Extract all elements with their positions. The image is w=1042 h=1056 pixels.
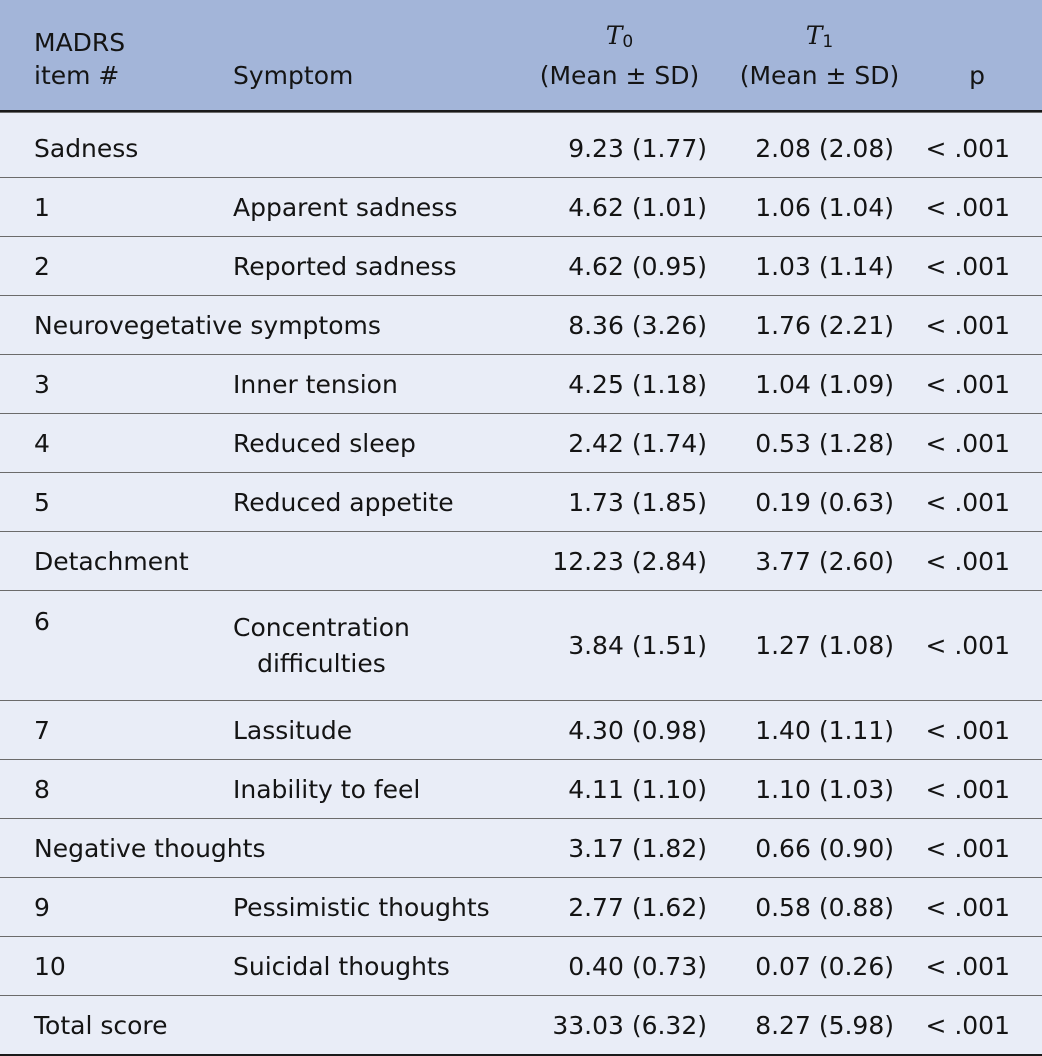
cell-t0: 4.11 (1.10) (512, 760, 727, 819)
cell-p: < .001 (912, 878, 1042, 937)
table-row (0, 355, 1042, 414)
symptom-line1: Concentration (233, 612, 410, 642)
cell-symptom: Inability to feel (199, 760, 512, 819)
cell-p: < .001 (912, 473, 1042, 532)
group-label: Detachment (0, 532, 512, 591)
group-label: Sadness (0, 119, 512, 178)
table-row (0, 178, 1042, 237)
table-row (0, 296, 1042, 355)
cell-t1: 1.03 (1.14) (727, 237, 912, 296)
header-item-number (0, 0, 199, 111)
header-item-line2: item # (34, 61, 120, 90)
cell-p: < .001 (912, 591, 1042, 701)
cell-t1: 0.19 (0.63) (727, 473, 912, 532)
cell-p: < .001 (912, 819, 1042, 878)
cell-symptom: Reduced sleep (199, 414, 512, 473)
cell-item: 1 (0, 178, 199, 237)
cell-p: < .001 (912, 119, 1042, 178)
table-row (0, 532, 1042, 591)
cell-symptom: Apparent sadness (199, 178, 512, 237)
table-row (0, 996, 1042, 1056)
cell-t0: 12.23 (2.84) (512, 532, 727, 591)
cell-t0: 4.25 (1.18) (512, 355, 727, 414)
cell-t1: 8.27 (5.98) (727, 996, 912, 1056)
cell-t1: 0.07 (0.26) (727, 937, 912, 996)
cell-item: 6 (0, 591, 199, 701)
cell-item: 7 (0, 701, 199, 760)
cell-p: < .001 (912, 178, 1042, 237)
cell-t1: 3.77 (2.60) (727, 532, 912, 591)
symptom-line2: difficulties (257, 648, 386, 678)
cell-symptom: Pessimistic thoughts (199, 878, 512, 937)
header-t1 (727, 0, 912, 111)
table-row (0, 878, 1042, 937)
group-label: Neurovegetative symptoms (0, 296, 512, 355)
table-row (0, 473, 1042, 532)
cell-t1: 1.40 (1.11) (727, 701, 912, 760)
table-row (0, 414, 1042, 473)
table-row (0, 237, 1042, 296)
cell-t1: 1.76 (2.21) (727, 296, 912, 355)
cell-t1: 1.04 (1.09) (727, 355, 912, 414)
cell-symptom: Reported sadness (199, 237, 512, 296)
table-row (0, 819, 1042, 878)
cell-symptom: Reduced appetite (199, 473, 512, 532)
cell-p: < .001 (912, 760, 1042, 819)
header-t0-stat: (Mean ± SD) (539, 61, 700, 90)
cell-t0: 1.73 (1.85) (512, 473, 727, 532)
cell-symptom: Suicidal thoughts (199, 937, 512, 996)
cell-p: < .001 (912, 355, 1042, 414)
cell-t0: 33.03 (6.32) (512, 996, 727, 1056)
cell-t0: 8.36 (3.26) (512, 296, 727, 355)
cell-t1: 0.53 (1.28) (727, 414, 912, 473)
cell-item: 9 (0, 878, 199, 937)
cell-t0: 3.84 (1.51) (512, 591, 727, 701)
table-row (0, 937, 1042, 996)
cell-symptom: Lassitude (199, 701, 512, 760)
cell-p: < .001 (912, 237, 1042, 296)
cell-p: < .001 (912, 701, 1042, 760)
cell-t0: 4.62 (0.95) (512, 237, 727, 296)
cell-item: 8 (0, 760, 199, 819)
cell-item: 2 (0, 237, 199, 296)
header-symptom: Symptom (233, 61, 354, 90)
cell-t1: 0.58 (0.88) (727, 878, 912, 937)
header-t1-stat: (Mean ± SD) (739, 61, 900, 90)
table-row (0, 119, 1042, 178)
cell-t0: 0.40 (0.73) (512, 937, 727, 996)
header-t0 (512, 0, 727, 111)
cell-t1: 1.06 (1.04) (727, 178, 912, 237)
header-p: p (969, 61, 985, 90)
cell-item: 5 (0, 473, 199, 532)
cell-symptom (199, 591, 512, 701)
cell-symptom: Inner tension (199, 355, 512, 414)
cell-t1: 1.27 (1.08) (727, 591, 912, 701)
cell-item: 10 (0, 937, 199, 996)
cell-t1: 1.10 (1.03) (727, 760, 912, 819)
group-label: Negative thoughts (0, 819, 512, 878)
table-row (0, 591, 1042, 701)
cell-t1: 2.08 (2.08) (727, 119, 912, 178)
cell-item: 3 (0, 355, 199, 414)
header-t0-var: T (605, 21, 623, 50)
header-t0-sub: 0 (622, 32, 634, 52)
cell-p: < .001 (912, 937, 1042, 996)
symptom-wrapped (233, 610, 410, 682)
cell-p: < .001 (912, 532, 1042, 591)
table-row (0, 760, 1042, 819)
cell-item: 4 (0, 414, 199, 473)
group-label: Total score (0, 996, 512, 1056)
cell-p: < .001 (912, 296, 1042, 355)
table-header-row (0, 0, 1042, 111)
header-t1-sub: 1 (822, 32, 834, 52)
cell-t0: 3.17 (1.82) (512, 819, 727, 878)
cell-t0: 4.62 (1.01) (512, 178, 727, 237)
cell-t0: 9.23 (1.77) (512, 119, 727, 178)
header-item-line1: MADRS (34, 28, 126, 57)
cell-t0: 2.77 (1.62) (512, 878, 727, 937)
table-row (0, 701, 1042, 760)
cell-p: < .001 (912, 996, 1042, 1056)
cell-p: < .001 (912, 414, 1042, 473)
cell-t0: 4.30 (0.98) (512, 701, 727, 760)
cell-t0: 2.42 (1.74) (512, 414, 727, 473)
header-t1-var: T (805, 21, 823, 50)
cell-t1: 0.66 (0.90) (727, 819, 912, 878)
